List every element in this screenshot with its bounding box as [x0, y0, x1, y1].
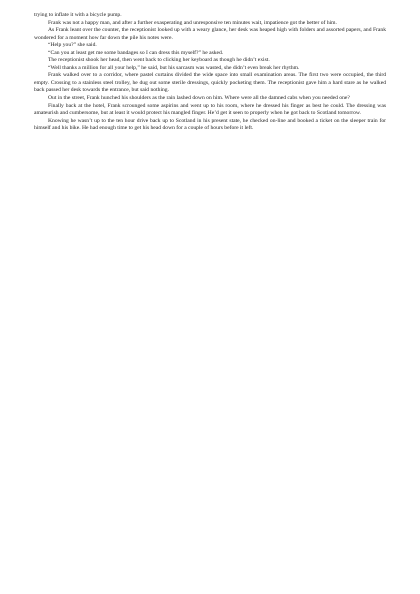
paragraph-7: “Well thanks a million for all your help,” he said, but his sarcasm was wasted, she didn’t even break her rhythm. — [48, 64, 300, 71]
paragraph-11: Knowing he wasn’t up to the ten hour drive back up to Scotland in his present state, he checked on-line and booked a ticket on the sleeper train for himself and his bike. He had enough time to get his head down for a couple of hours before it left. — [34, 117, 386, 132]
document-page — [34, 12, 386, 133]
paragraph-4: “Help you?” she said. — [48, 42, 97, 49]
paragraph-9: Out in the street, Frank hunched his shoulders as the rain lashed down on him. Where were all the damned cabs when you needed one? — [48, 95, 350, 102]
paragraph-10: Finally back at the hotel, Frank scrounged some aspirins and went up to his room, where he dressed his finger as best he could. The dressing was amateurish and cumbersome, but at least it would protect his mangled finger. He’d get it seen to properly when he got back to Scotland tomorrow. — [34, 102, 386, 117]
paragraph-1: trying to inflate it with a bicycle pump. — [34, 12, 122, 18]
paragraph-6: The receptionist shook her head, then went back to clicking her keyboard as though he didn’t exist. — [48, 57, 270, 64]
paragraph-8: Frank walked over to a corridor, where pastel curtains divided the wide space into small examination areas. The first two were occupied, the third empty. Crossing to a stainless steel trolley, he dug out some sterile dressings, quickly pocketing them. The receptionist gave him a hard stare as he walked back passed her desk towards the entrance, but said nothing. — [34, 72, 386, 94]
paragraph-3: As Frank leant over the counter, the receptionist looked up with a weary glance, her desk was heaped high with folders and assorted papers, and Frank wondered for a moment how far down the pile his notes were. — [34, 27, 386, 41]
paragraph-2: Frank was not a happy man, and after a further exasperating and unresponsive ten minutes wait, impatience got the better of him. — [48, 19, 337, 26]
paragraph-5: “Can you at least get me some bandages so I can dress this myself?” he asked. — [48, 49, 224, 56]
